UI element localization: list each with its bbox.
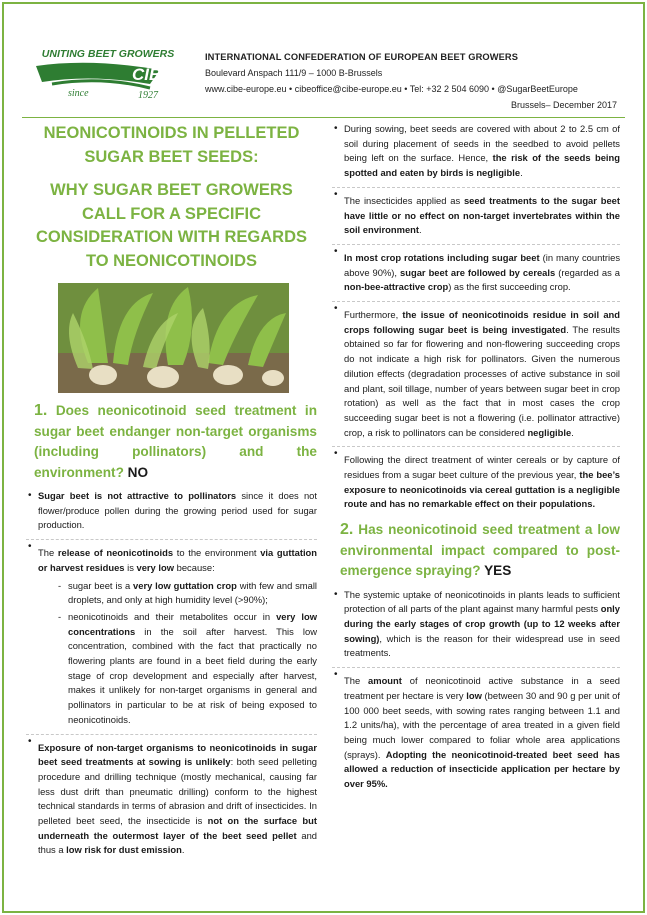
list-item: • Sugar beet is not attractive to pollinators since it does not flower/produce pollen during the growing period used for sugar production. <box>26 489 317 533</box>
org-name: INTERNATIONAL CONFEDERATION OF EUROPEAN BEET GROWERS <box>205 52 519 62</box>
list-item: • Following the direct treatment of winter cereals or by capture of residues from a sugar beet culture of the previous year, the bee’s exposure to neonicotinoids via cereal guttation is a negligible route and has no remarkable effect on their populations. <box>332 446 620 512</box>
header-divider <box>22 117 625 118</box>
organisation-info <box>205 49 578 97</box>
section-1-list-continued <box>332 122 620 512</box>
list-item: • The systemic uptake of neonicotinoids in plants leads to sufficient protection of all parts of the plant against many harmful pests only during the early stages of crop growth (up to 12 weeks after sowing), which is the reason for their widespread use in seed treatments. <box>332 588 620 662</box>
section-2-answer: YES <box>484 563 512 579</box>
document-date: Brussels– December 2017 <box>510 100 617 110</box>
logo-since: since <box>68 88 89 99</box>
list-item: • Furthermore, the issue of neonicotinoids residue in soil and crops following sugar beet is being investigated. The results obtained so far for flowering and non-flowering succeeding crops do not indicate a high risk for pollinators. Given the numerous dilution effects (degradation processes of active substance in soil and plant, soil tillage, number of years between sugar beet in crop rotation) as well as the fact that in most cases the crop succeeding sugar beet is not a flowering (i.e. pollinator attractive) crop, a risk to pollinators can be considered negligible. <box>332 301 620 440</box>
org-address: Boulevard Anspach 111/9 – 1000 B-Brussels <box>205 68 383 78</box>
section-1-question: Does neonicotinoid seed treatment in sugar beet endanger non-target organisms (including pollinators) and the environment? <box>34 403 317 480</box>
sub-list-item: - neonicotinoids and their metabolites occur in very low concentrations in the soil after harvest. This low concentration, combined with the fact that practically no flowering plants are found in a beet field during the early stage of crop development and especially after harvest, makes it unlikely for non-target organisms in general and pollinators in particular to be at risk of being exposed to neonicotinoids. <box>38 610 317 728</box>
logo-arc-text: UNITING BEET GROWERS <box>41 48 175 60</box>
title-line-1: NEONICOTINOIDS IN PELLETED SUGAR BEET SEEDS: <box>43 124 300 166</box>
section-1-heading <box>34 401 317 483</box>
list-item: • The release of neonicotinoids to the environment via guttation or harvest residues is very low because: - sugar beet is a very low guttation crop with few and small droplets, and only at high humidity level (>90%); - neonicotinoids and their metabolites occur in very low concentrations in the soil after harvest. This low concentration, combined with the fact that practically no flowering plants are found in a beet field during the early stage of crop development and especially after harvest, makes it unlikely for non-target organisms in general and pollinators in particular to be at risk of being exposed to neonicotinoids. <box>26 539 317 727</box>
sugar-beet-photo <box>58 283 289 393</box>
section-2-heading <box>340 520 620 582</box>
sub-list <box>38 579 317 728</box>
section-2-list <box>332 588 620 792</box>
section-1-list <box>26 489 317 858</box>
section-1-answer: NO <box>127 464 149 480</box>
list-item: • During sowing, beet seeds are covered with about 2 to 2.5 cm of soil during placement of seeds in the seedbed to avoid pellets being left on the surface. Hence, the risk of the seeds being spotted and eaten by birds is negligible. <box>332 122 620 181</box>
list-item: • Exposure of non-target organisms to neonicotinoids in sugar beet seed treatments at sowing is unlikely: both seed pelleting procedure and drilling technique (mostly mechanical, causing far less dust drift than pneumatic drilling) conform to the highest technical standards in terms of abrasion and drift of insecticides. In pelleted beet seed, the insecticide is not on the surface but underneath the outermost layer of the beet seed pellet and thus a low risk for dust emission. <box>26 734 317 859</box>
right-column <box>332 122 620 792</box>
list-item: • The amount of neonicotinoid active substance in a seed treatment per hectare is very low (between 30 and 90 g per unit of 100 000 beet seeds, with sowing rates ranging between 1.1 and 1.2 units/ha), with the percentage of area treated in a given field being much lower compared to foliar whole area applications (sprays). Adopting the neonicotinoid-treated beet seed has allowed a reduction of insecticide application per hectare by over 95%. <box>332 667 620 792</box>
title-line-2: WHY SUGAR BEET GROWERS CALL FOR A SPECIFIC CONSIDERATION WITH REGARDS TO NEONICOTINOIDS <box>35 181 308 270</box>
cibe-logo <box>32 46 212 102</box>
logo-year: 1927 <box>138 90 158 101</box>
list-item: • The insecticides applied as seed treatments to the sugar beet have little or no effect on non-target invertebrates within the soil environment. <box>332 187 620 238</box>
section-2-number: 2. <box>340 521 354 539</box>
list-item: • In most crop rotations including sugar beet (in many countries above 90%), sugar beet are followed by cereals (regarded as a non-bee-attractive crop) as the first succeeding crop. <box>332 244 620 295</box>
section-1-number: 1. <box>34 402 48 419</box>
logo-brand: CIBE <box>132 65 173 84</box>
section-2-question: Has neonicotinoid seed treatment a low environmental impact compared to post-emergence spraying? <box>340 522 620 579</box>
sub-list-item: - sugar beet is a very low guttation crop with few and small droplets, and only at high humidity level (>90%); <box>38 579 317 608</box>
org-contact: www.cibe-europe.eu • cibeoffice@cibe-europe.eu • Tel: +32 2 504 6090 • @SugarBeetEurope <box>205 84 578 94</box>
left-column <box>26 122 317 858</box>
